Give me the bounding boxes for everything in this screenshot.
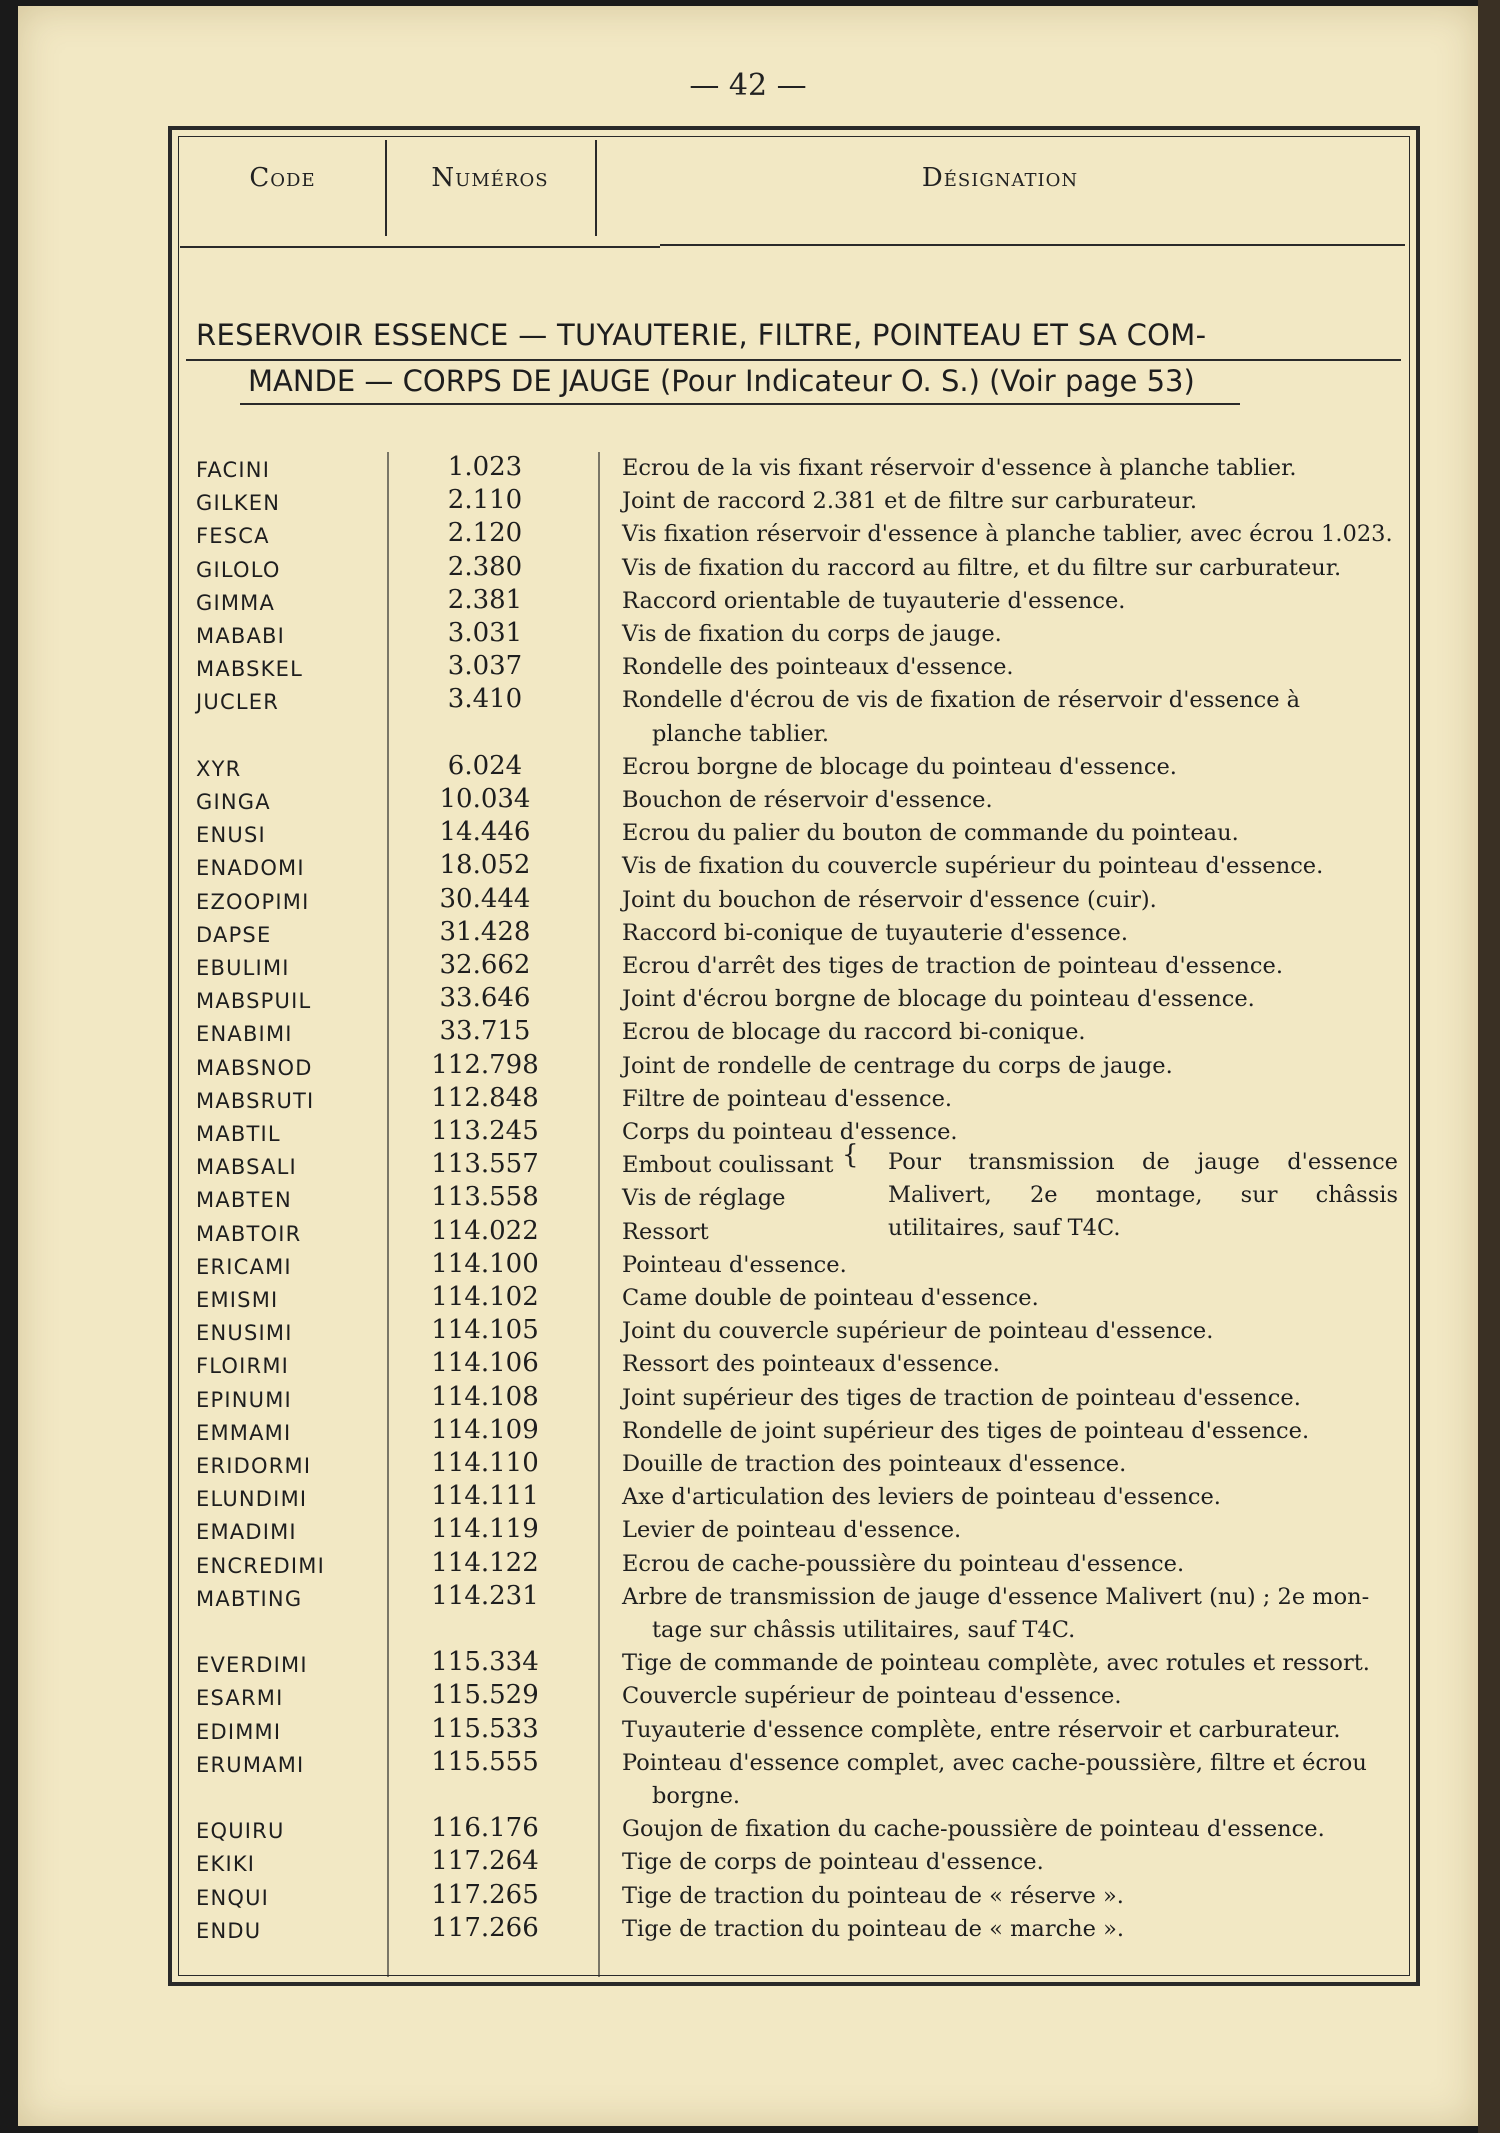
table-row <box>0 1913 1500 1946</box>
row-code: ENDU <box>196 1918 262 1943</box>
table-row <box>0 1746 1500 1809</box>
row-code: GILOLO <box>196 557 281 582</box>
row-code: MABSALI <box>196 1155 297 1180</box>
row-code: FLOIRMI <box>196 1354 290 1379</box>
table-row <box>0 1050 1500 1083</box>
row-designation: Raccord bi-conique de tuyauterie d'essence. <box>622 919 1128 946</box>
row-number: 114.022 <box>431 1215 539 1246</box>
row-designation: Joint de rondelle de centrage du corps de jauge. <box>622 1052 1173 1079</box>
row-number: 113.557 <box>431 1149 539 1180</box>
table-row <box>0 1448 1500 1481</box>
table-row <box>0 1415 1500 1448</box>
row-code: EBULIMI <box>196 956 290 980</box>
row-designation: Joint d'écrou borgne de blocage du pointeau d'essence. <box>622 986 1255 1013</box>
header-designation: Désignation <box>921 163 1079 193</box>
header-divider <box>595 140 597 236</box>
row-number: 3.410 <box>447 684 523 715</box>
row-designation: Bouchon de réservoir d'essence. <box>622 787 993 813</box>
row-number: 114.109 <box>431 1414 539 1445</box>
row-designation: Ressort des pointeaux d'essence. <box>622 1351 1000 1378</box>
table-row <box>0 1249 1500 1282</box>
table-row <box>0 983 1500 1016</box>
row-designation: Pointeau d'essence. <box>622 1251 847 1278</box>
row-code: ESARMI <box>196 1686 284 1711</box>
row-designation: Arbre de transmission de jauge d'essence Malivert (nu) ; 2e mon- <box>622 1583 1370 1610</box>
group-note: Pour transmission de jauge d'essence Malivert, 2e montage, sur châssis utilitaires, sauf T4C. <box>888 1149 1398 1241</box>
header-code: Code <box>249 163 316 193</box>
row-number: 112.848 <box>431 1082 539 1113</box>
table-row <box>0 751 1500 784</box>
row-designation-continued: planche tablier. <box>652 720 830 747</box>
row-designation: Ecrou de blocage du raccord bi-conique. <box>622 1019 1086 1046</box>
table-row <box>0 1647 1500 1680</box>
table-row <box>0 1348 1500 1381</box>
row-designation-continued: tage sur châssis utilitaires, sauf T4C. <box>652 1616 1076 1643</box>
row-designation: Levier de pointeau d'essence. <box>622 1517 962 1544</box>
table-row <box>0 1116 1500 1149</box>
row-number: 32.662 <box>439 950 531 980</box>
row-code: MABTEN <box>196 1188 292 1213</box>
row-number: 14.446 <box>439 817 531 848</box>
row-code: EVERDIMI <box>196 1653 308 1678</box>
row-designation: Rondelle de joint supérieur des tiges de pointeau d'essence. <box>622 1417 1310 1444</box>
table-row <box>0 585 1500 618</box>
row-number: 6.024 <box>447 750 523 781</box>
row-code: ENADOMI <box>196 856 305 881</box>
table-row <box>0 784 1500 817</box>
row-code: MABSNOD <box>196 1055 313 1080</box>
row-code: ENUSIMI <box>196 1321 293 1346</box>
row-code: GIMMA <box>196 590 276 615</box>
row-designation: Ecrou de la vis fixant réservoir d'essence à planche tablier. <box>622 455 1297 481</box>
row-designation: Tige de traction du pointeau de « marche ». <box>622 1915 1125 1942</box>
table-row <box>0 884 1500 917</box>
table-row <box>0 1580 1500 1643</box>
row-designation: Vis de fixation du raccord au filtre, et du filtre sur carburateur. <box>622 554 1342 581</box>
row-number: 114.122 <box>431 1547 539 1578</box>
header-numeros: Numéros <box>431 163 549 193</box>
row-designation: Tige de corps de pointeau d'essence. <box>622 1849 1044 1876</box>
table-row <box>0 1548 1500 1581</box>
row-designation: Tuyauterie d'essence complète, entre réservoir et carburateur. <box>622 1716 1341 1743</box>
row-designation: Vis de réglage <box>622 1185 786 1212</box>
row-code: ERICAMI <box>196 1254 292 1279</box>
row-number: 114.100 <box>431 1248 539 1279</box>
row-number: 114.106 <box>431 1348 539 1379</box>
row-designation: Axe d'articulation des leviers de pointeau d'essence. <box>622 1484 1221 1511</box>
row-designation: Joint supérieur des tiges de traction de pointeau d'essence. <box>622 1384 1301 1411</box>
row-number: 10.034 <box>439 784 531 814</box>
brace-icon: { <box>842 1140 859 1170</box>
table-row <box>0 1514 1500 1547</box>
section-title-line1: RESERVOIR ESSENCE — TUYAUTERIE, FILTRE, POINTEAU ET SA COM- <box>196 318 1207 352</box>
row-designation: Ecrou d'arrêt des tiges de traction de pointeau d'essence. <box>622 953 1283 979</box>
row-number: 115.334 <box>431 1647 539 1678</box>
row-designation: Joint de raccord 2.381 et de filtre sur carburateur. <box>622 488 1198 515</box>
row-number: 33.646 <box>439 983 531 1014</box>
row-code: GINGA <box>196 790 271 814</box>
row-code: EDIMMI <box>196 1719 282 1744</box>
row-number: 115.533 <box>431 1713 539 1744</box>
row-designation: Vis de fixation du couvercle supérieur du pointeau d'essence. <box>622 853 1324 880</box>
row-number: 117.265 <box>431 1879 539 1910</box>
row-code: EMMAMI <box>196 1420 292 1445</box>
row-designation-continued: borgne. <box>652 1782 741 1809</box>
table-row <box>0 817 1500 850</box>
row-designation: Ressort <box>622 1218 709 1245</box>
row-designation: Ecrou de cache-poussière du pointeau d'essence. <box>622 1550 1185 1577</box>
row-code: MABTOIR <box>196 1221 302 1246</box>
row-code: FESCA <box>196 524 270 549</box>
row-designation: Pointeau d'essence complet, avec cache-poussière, filtre et écrou <box>622 1749 1367 1776</box>
row-code: ERUMAMI <box>196 1752 305 1777</box>
row-designation: Tige de commande de pointeau complète, avec rotules et ressort. <box>622 1650 1370 1677</box>
row-code: EMISMI <box>196 1288 279 1312</box>
row-number: 1.023 <box>447 452 523 482</box>
row-designation: Rondelle d'écrou de vis de fixation de réservoir d'essence à <box>622 687 1301 714</box>
row-number: 115.529 <box>431 1680 539 1711</box>
row-number: 30.444 <box>439 883 531 914</box>
row-code: XYR <box>196 756 242 781</box>
row-code: EMADIMI <box>196 1520 297 1545</box>
header-divider <box>385 140 387 236</box>
table-row <box>0 651 1500 684</box>
row-designation: Rondelle des pointeaux d'essence. <box>622 654 1014 681</box>
row-number: 114.111 <box>431 1481 539 1512</box>
row-designation: Douille de traction des pointeaux d'essence. <box>622 1451 1127 1477</box>
table-row <box>0 1282 1500 1315</box>
row-number: 117.266 <box>431 1912 539 1943</box>
row-code: MABTIL <box>196 1122 281 1146</box>
section-rule <box>186 359 1401 361</box>
row-number: 114.105 <box>431 1315 539 1346</box>
row-code: MABSKEL <box>196 657 303 682</box>
row-number: 31.428 <box>439 916 531 947</box>
row-code: ERIDORMI <box>196 1454 312 1478</box>
table-row <box>0 1016 1500 1049</box>
row-designation: Goujon de fixation du cache-poussière de pointeau d'essence. <box>622 1816 1325 1843</box>
table-row <box>0 552 1500 585</box>
row-designation: Corps du pointeau d'essence. <box>622 1119 958 1145</box>
table-row <box>0 1813 1500 1846</box>
row-number: 113.245 <box>431 1116 539 1146</box>
row-code: MABTING <box>196 1586 303 1611</box>
row-code: EZOOPIMI <box>196 889 310 914</box>
row-designation: Ecrou du palier du bouton de commande du pointeau. <box>622 820 1239 847</box>
row-number: 116.176 <box>431 1813 539 1844</box>
table-row <box>0 1880 1500 1913</box>
row-designation: Embout coulissant <box>622 1152 834 1179</box>
table-row <box>0 452 1500 485</box>
table-row <box>0 1315 1500 1348</box>
row-code: ENQUI <box>196 1885 270 1910</box>
row-number: 112.798 <box>431 1049 539 1080</box>
row-code: JUCLER <box>196 690 279 715</box>
table-row <box>0 1680 1500 1713</box>
row-designation: Vis de fixation du corps de jauge. <box>622 621 1002 647</box>
table-row <box>0 850 1500 883</box>
table-row <box>0 618 1500 651</box>
row-number: 114.102 <box>431 1282 539 1312</box>
row-code: EQUIRU <box>196 1819 285 1844</box>
table-row <box>0 518 1500 551</box>
row-designation: Joint du couvercle supérieur de pointeau d'essence. <box>622 1318 1214 1345</box>
row-code: EKIKI <box>196 1852 256 1877</box>
header-rule <box>660 244 1405 246</box>
row-code: MABSPUIL <box>196 989 312 1014</box>
row-number: 114.231 <box>431 1580 539 1611</box>
page-number: — 42 — <box>689 68 807 103</box>
section-rule <box>240 403 1240 405</box>
row-number: 2.120 <box>447 518 523 549</box>
row-designation: Couvercle supérieur de pointeau d'essence. <box>622 1683 1122 1710</box>
table-row <box>0 917 1500 950</box>
row-number: 114.110 <box>431 1448 539 1478</box>
row-code: MABSRUTI <box>196 1088 315 1113</box>
row-designation: Filtre de pointeau d'essence. <box>622 1085 953 1112</box>
row-code: MABABI <box>196 624 286 648</box>
row-code: DAPSE <box>196 922 272 947</box>
table-row <box>0 1481 1500 1514</box>
row-code: ENCREDIMI <box>196 1553 325 1578</box>
row-number: 2.381 <box>447 584 523 615</box>
row-number: 3.037 <box>447 651 523 682</box>
row-number: 113.558 <box>431 1182 539 1213</box>
row-designation: Came double de pointeau d'essence. <box>622 1285 1039 1311</box>
row-code: ENUSI <box>196 823 266 848</box>
row-number: 114.108 <box>431 1381 539 1412</box>
table-row <box>0 950 1500 983</box>
row-number: 18.052 <box>439 850 531 881</box>
row-code: ENABIMI <box>196 1022 293 1047</box>
row-number: 2.110 <box>447 485 523 516</box>
row-code: GILKEN <box>196 491 281 516</box>
header-rule <box>180 246 660 248</box>
row-number: 2.380 <box>447 551 523 582</box>
row-designation: Vis fixation réservoir d'essence à planche tablier, avec écrou 1.023. <box>622 521 1393 548</box>
row-designation: Raccord orientable de tuyauterie d'essence. <box>622 587 1126 614</box>
table-row <box>0 1382 1500 1415</box>
row-number: 117.264 <box>431 1846 539 1877</box>
section-title-line2: MANDE — CORPS DE JAUGE (Pour Indicateur O. S.) (Voir page 53) <box>248 364 1195 398</box>
row-number: 3.031 <box>447 618 523 648</box>
table-row <box>0 485 1500 518</box>
table-row <box>0 684 1500 747</box>
table-row <box>0 1083 1500 1116</box>
row-code: EPINUMI <box>196 1387 292 1412</box>
row-number: 114.119 <box>431 1514 539 1545</box>
row-code: ELUNDIMI <box>196 1487 308 1512</box>
row-designation: Ecrou borgne de blocage du pointeau d'essence. <box>622 753 1177 780</box>
table-row <box>0 1714 1500 1747</box>
row-number: 33.715 <box>439 1016 531 1047</box>
row-code: FACINI <box>196 458 271 482</box>
row-designation: Joint du bouchon de réservoir d'essence (cuir). <box>622 886 1157 913</box>
row-number: 115.555 <box>431 1746 539 1777</box>
row-designation: Tige de traction du pointeau de « réserve ». <box>622 1882 1124 1909</box>
table-row <box>0 1846 1500 1879</box>
